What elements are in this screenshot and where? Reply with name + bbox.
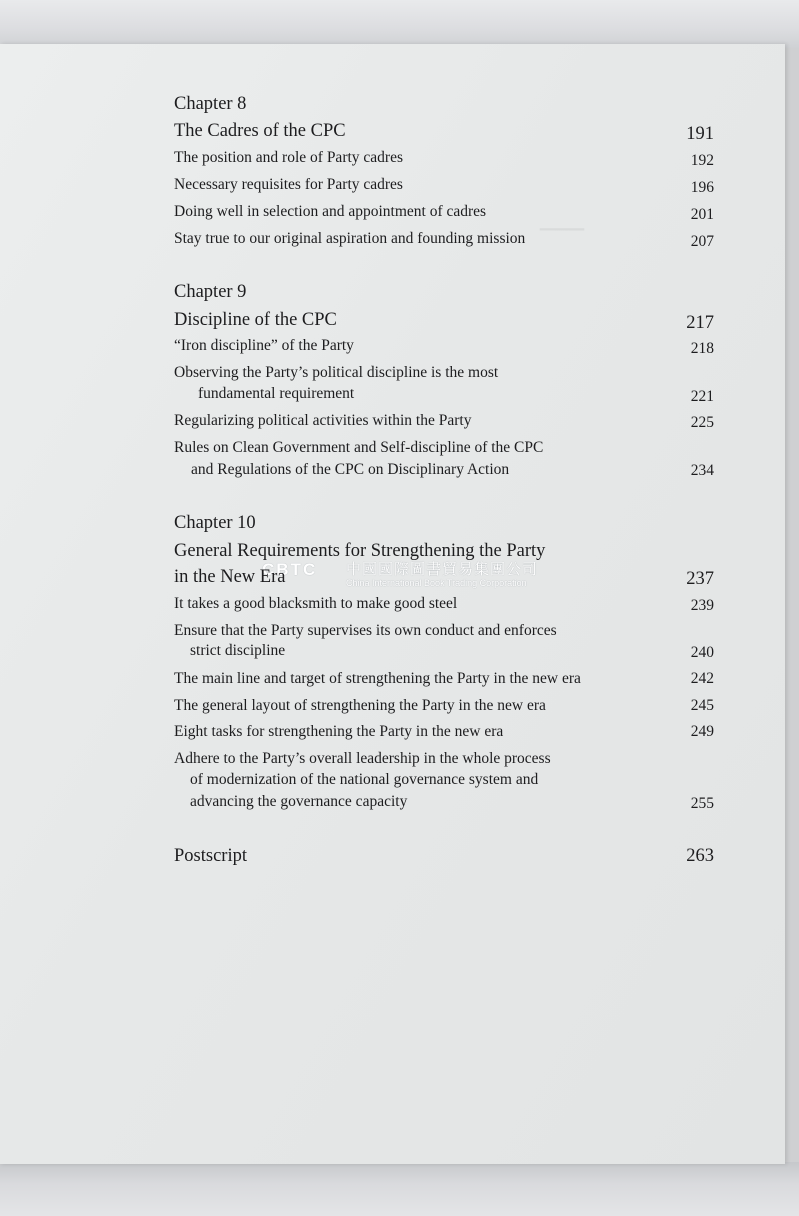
postscript-title: Postscript xyxy=(174,846,247,866)
chapter-8-page: 191 xyxy=(686,124,714,144)
toc-entry-title: Eight tasks for strengthening the Party in the new era xyxy=(174,723,504,740)
toc-entry-page: 234 xyxy=(690,462,714,479)
chapter-9-page: 217 xyxy=(686,313,714,333)
scan-bottom-edge xyxy=(0,1162,799,1216)
toc-entry-page: 201 xyxy=(690,206,714,223)
toc-entry-title: The position and role of Party cadres xyxy=(174,149,403,166)
publisher-watermark xyxy=(262,558,562,592)
chapter-10-label: Chapter 10 xyxy=(174,513,256,533)
toc-entry-title-continued: fundamental requirement xyxy=(198,385,355,402)
toc-entry-page: 242 xyxy=(690,670,714,687)
toc-entry-title: Ensure that the Party supervises its own conduct and enforces xyxy=(174,622,557,639)
chapter-10-title-continued: in the New Era xyxy=(174,567,286,587)
toc-entry-page: 239 xyxy=(690,597,714,614)
toc-entry-page: 221 xyxy=(690,388,714,405)
scan-top-edge xyxy=(0,0,799,48)
toc-entry-title: Rules on Clean Government and Self-discipline of the CPC xyxy=(174,439,544,456)
watermark-chinese-name: 中國國際圖書貿易集團公司 xyxy=(346,560,539,578)
chapter-9-label: Chapter 9 xyxy=(174,282,247,302)
chapter-10-title: General Requirements for Strengthening the Party xyxy=(174,541,546,561)
toc-entry-title: Doing well in selection and appointment of cadres xyxy=(174,203,487,220)
toc-entry-page: 207 xyxy=(690,233,714,250)
toc-entry-page: 192 xyxy=(690,152,714,169)
chapter-8-title: The Cadres of the CPC xyxy=(174,121,346,141)
toc-entry-title: Stay true to our original aspiration and founding mission xyxy=(174,230,526,247)
toc-entry-page: 245 xyxy=(690,697,714,714)
toc-entry-title: The main line and target of strengthening the Party in the new era xyxy=(174,670,581,687)
toc-entry-page: 240 xyxy=(690,644,714,661)
chapter-8-label: Chapter 8 xyxy=(174,94,247,114)
toc-entry-title: Adhere to the Party’s overall leadership in the whole process xyxy=(174,750,551,767)
toc-entry-title: Regularizing political activities within the Party xyxy=(174,412,472,429)
chapter-9-title: Discipline of the CPC xyxy=(174,310,337,330)
watermark-english-name: China International Book Trading Corporation xyxy=(346,578,527,588)
chapter-10-page: 237 xyxy=(686,569,714,589)
toc-entry-page: 225 xyxy=(690,414,714,431)
toc-entry-title: Necessary requisites for Party cadres xyxy=(174,176,403,193)
toc-entry-title-continued: advancing the governance capacity xyxy=(190,793,408,810)
postscript-page: 263 xyxy=(686,846,714,866)
toc-entry-page: 255 xyxy=(690,795,714,812)
show-through-heading: — xyxy=(540,201,584,250)
toc-entry-title-continued: and Regulations of the CPC on Disciplinary Action xyxy=(191,461,510,478)
toc-entry-title: It takes a good blacksmith to make good steel xyxy=(174,595,458,612)
toc-entry-title: The general layout of strengthening the Party in the new era xyxy=(174,697,546,714)
toc-entry-title: Observing the Party’s political discipline is the most xyxy=(174,364,499,381)
toc-entry-title-continued: of modernization of the national governance system and xyxy=(190,771,539,788)
toc-entry-page: 249 xyxy=(690,723,714,740)
toc-entry-page: 218 xyxy=(690,340,714,357)
watermark-logo: CBTC xyxy=(262,560,318,579)
toc-entry-page: 196 xyxy=(690,179,714,196)
toc-entry-title: “Iron discipline” of the Party xyxy=(174,337,354,354)
toc-entry-title-continued: strict discipline xyxy=(190,642,286,659)
